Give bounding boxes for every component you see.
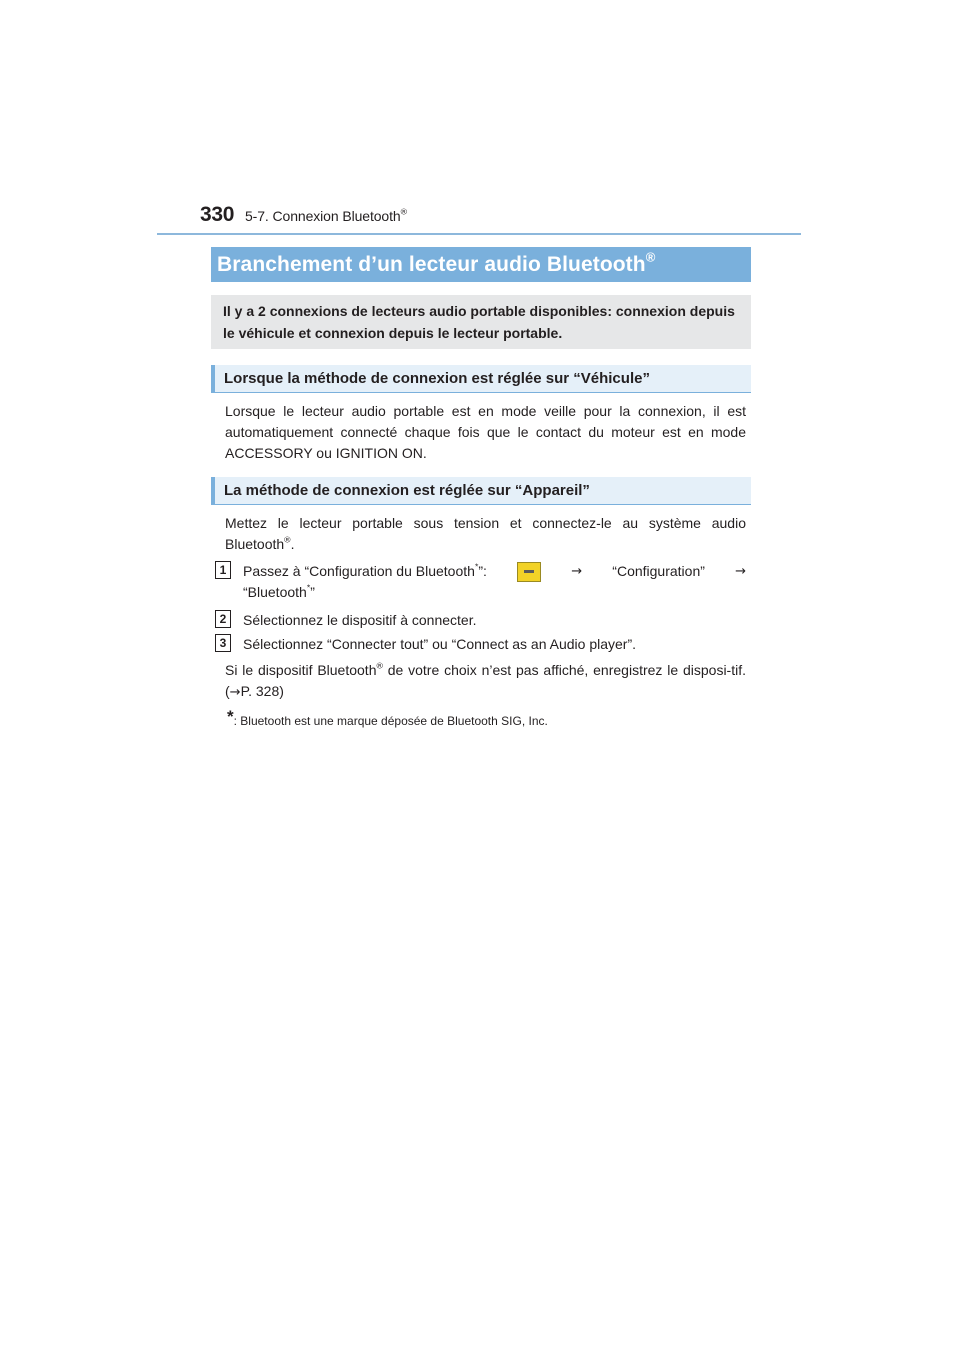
asterisk: *	[227, 707, 234, 726]
page-title	[211, 247, 751, 282]
registered-mark: ®	[284, 534, 291, 545]
asterisk: *	[474, 561, 479, 572]
intro-box: Il y a 2 connexions de lecteurs audio portable disponibles: connexion depuis le véhicule et connexion depuis le lecteur portable.	[211, 295, 751, 349]
section-reference	[245, 208, 407, 224]
device-section-body-end: .	[290, 536, 295, 552]
page-title-text: Branchement d’un lecteur audio Bluetooth	[217, 253, 646, 276]
vehicle-section-body: Lorsque le lecteur audio portable est en mode veille pour la connexion, il est automatiquement connecté chaque fois que le contact du moteur est en mode ACCESSORY ou IGNITION ON.	[225, 403, 746, 461]
registered-mark: ®	[376, 660, 383, 671]
arrow-icon: →	[735, 564, 746, 579]
page-reference-link[interactable]: P. 328)	[240, 683, 284, 699]
step-number: 2	[215, 610, 231, 628]
step-1-lead: Passez à “Configuration du Bluetooth*”:	[243, 561, 487, 579]
menu-icon	[517, 562, 541, 582]
asterisk: *	[306, 582, 311, 593]
step-2-text: Sélectionnez le dispositif à connecter.	[243, 612, 477, 628]
footnote	[227, 707, 548, 731]
section-reference-text: 5-7. Connexion Bluetooth	[245, 208, 401, 224]
step-1-line-2: “Bluetooth*”	[243, 582, 315, 600]
device-section-body-text: Mettez le lecteur portable sous tension et connectez-le au système audio Bluetooth	[225, 515, 746, 552]
step-1-line	[243, 561, 746, 582]
registered-mark: ®	[645, 249, 656, 265]
configuration-label: “Configuration”	[612, 563, 705, 579]
step-number: 1	[215, 561, 231, 579]
footnote-text: : Bluetooth est une marque déposée de Bluetooth SIG, Inc.	[233, 714, 548, 728]
vehicle-section-heading: Lorsque la méthode de connexion est réglée sur “Véhicule”	[211, 365, 751, 393]
step-1-text	[243, 561, 746, 603]
step-number: 3	[215, 634, 231, 652]
arrow-icon: →	[229, 685, 241, 700]
device-section-body	[225, 513, 746, 555]
step-3-text: Sélectionnez “Connecter tout” ou “Connect as an Audio player”.	[243, 636, 637, 652]
arrow-icon: →	[571, 564, 583, 579]
header-divider	[157, 233, 801, 235]
registered-mark: ®	[400, 206, 407, 217]
note-text: Si le dispositif Bluetooth® de votre choix n’est pas affiché, enregistrez le disposi-tif. (→P. 328)	[225, 660, 746, 700]
device-section-heading: La méthode de connexion est réglée sur “Appareil”	[211, 477, 751, 505]
page-number: 330	[200, 203, 235, 226]
